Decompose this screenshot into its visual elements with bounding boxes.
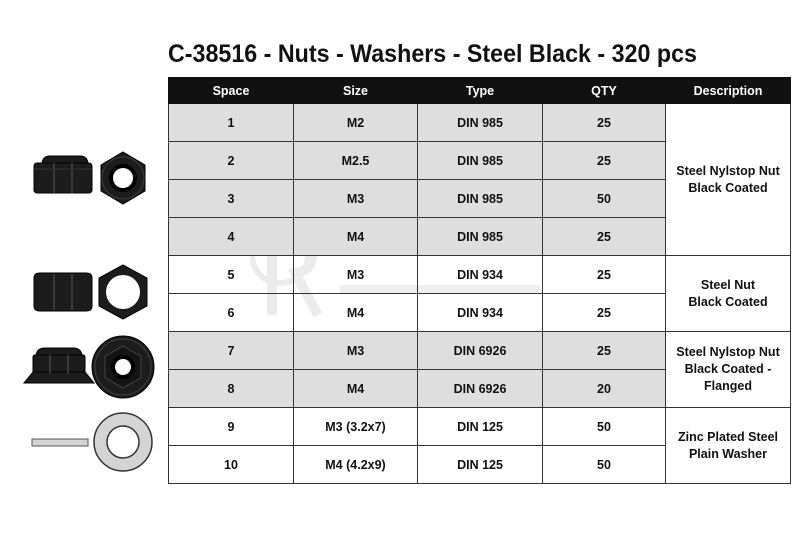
cell-qty: 25 (543, 142, 666, 180)
nylstop-nut-icon (34, 152, 145, 204)
flanged-nut-top-view (92, 336, 154, 398)
cell-qty: 25 (543, 332, 666, 370)
description-line: Black Coated (688, 294, 768, 309)
cell-space: 6 (169, 294, 294, 332)
cell-type: DIN 985 (418, 104, 543, 142)
cell-space: 4 (169, 218, 294, 256)
table-row (169, 408, 791, 446)
washer-top-view (94, 413, 152, 471)
cell-qty: 25 (543, 256, 666, 294)
description-line: Steel Nylstop Nut (676, 345, 780, 359)
header-qty: QTY (543, 78, 666, 104)
cell-qty: 50 (543, 408, 666, 446)
cell-qty: 25 (543, 218, 666, 256)
cell-space: 7 (169, 332, 294, 370)
table-header-row (169, 78, 791, 104)
cell-type: DIN 125 (418, 446, 543, 484)
hex-nut-side-view (34, 273, 92, 311)
cell-qty: 20 (543, 370, 666, 408)
cell-size: M4 (294, 294, 418, 332)
cell-space: 8 (169, 370, 294, 408)
plain-washer-icon (32, 413, 152, 471)
flanged-nut-side-view (24, 348, 94, 383)
header-type: Type (418, 78, 543, 104)
cell-type: DIN 985 (418, 218, 543, 256)
header-space: Space (169, 78, 294, 104)
parts-table (168, 77, 791, 484)
cell-space: 3 (169, 180, 294, 218)
cell-type: DIN 6926 (418, 370, 543, 408)
cell-size: M2 (294, 104, 418, 142)
description-line: Steel Nylstop Nut (676, 163, 780, 178)
description-line: Zinc Plated Steel (677, 429, 779, 444)
cell-type: DIN 985 (418, 142, 543, 180)
cell-type: DIN 934 (418, 294, 543, 332)
table-row (169, 256, 791, 294)
nylstop-nut-side-view (34, 156, 92, 193)
description-line: Black Coated - (684, 362, 772, 376)
cell-qty: 50 (543, 180, 666, 218)
cell-type: DIN 934 (418, 256, 543, 294)
hex-nut-top-view (99, 265, 147, 319)
cell-size: M4 (4.2x9) (294, 446, 418, 484)
cell-description (666, 104, 791, 256)
description-line: Steel Nut (700, 277, 756, 292)
cell-space: 10 (169, 446, 294, 484)
cell-size: M3 (3.2x7) (294, 408, 418, 446)
cell-size: M3 (294, 256, 418, 294)
cell-type: DIN 985 (418, 180, 543, 218)
flanged-nylstop-nut-icon (24, 336, 154, 398)
cell-description (666, 408, 791, 484)
nylstop-nut-top-view (101, 152, 145, 204)
cell-qty: 50 (543, 446, 666, 484)
cell-size: M4 (294, 370, 418, 408)
cell-size: M4 (294, 218, 418, 256)
cell-size: M2.5 (294, 142, 418, 180)
description-line: Black Coated (688, 180, 768, 195)
cell-type: DIN 6926 (418, 332, 543, 370)
header-size: Size (294, 78, 418, 104)
cell-qty: 25 (543, 294, 666, 332)
cell-size: M3 (294, 332, 418, 370)
cell-qty: 25 (543, 104, 666, 142)
cell-type: DIN 125 (418, 408, 543, 446)
cell-space: 1 (169, 104, 294, 142)
cell-space: 9 (169, 408, 294, 446)
parts-illustrations (0, 0, 170, 533)
description-line: Flanged (704, 379, 752, 393)
table-row (169, 332, 791, 370)
description-line: Plain Washer (688, 446, 768, 461)
cell-description (666, 332, 791, 408)
header-description: Description (666, 78, 791, 104)
cell-size: M3 (294, 180, 418, 218)
cell-space: 2 (169, 142, 294, 180)
cell-description (666, 256, 791, 332)
hex-nut-icon (34, 265, 147, 319)
page-title: C-38516 - Nuts - Washers - Steel Black - 320 pcs (168, 40, 697, 68)
cell-space: 5 (169, 256, 294, 294)
table-row (169, 104, 791, 142)
washer-side-view (32, 439, 88, 446)
